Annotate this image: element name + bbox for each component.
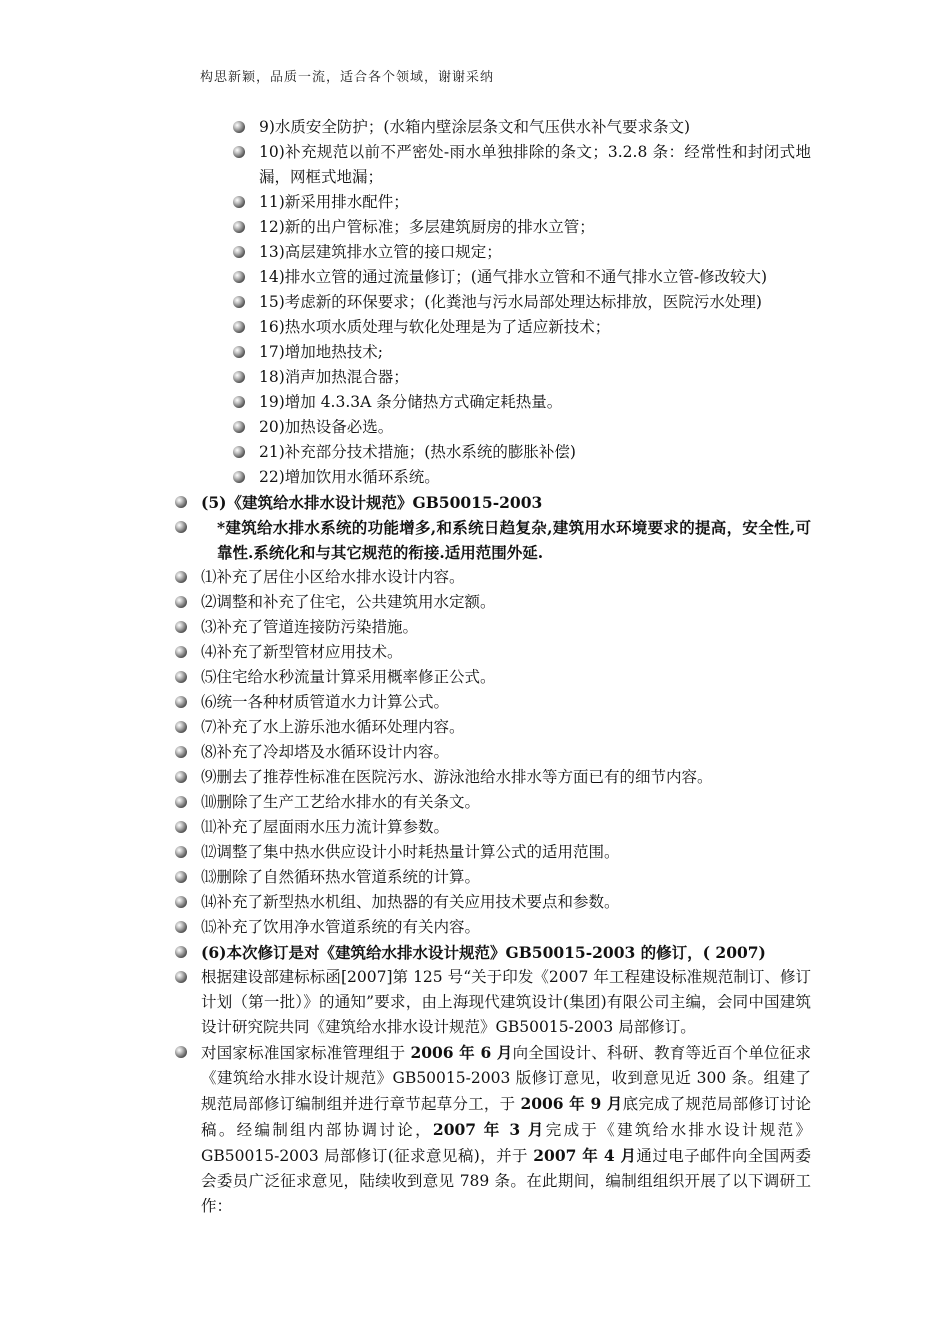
section-5-summary: *建筑给水排水系统的功能增多,和系统日趋复杂,建筑用水环境要求的提高，安全性,可靠性.系统化和与其它规范的衔接.适用范围外延. [201, 515, 811, 565]
list-item: ⑼删去了推荐性标准在医院污水、游泳池给水排水等方面已有的细节内容。 [201, 765, 811, 790]
bullet-icon [175, 846, 187, 858]
bullet-icon [233, 396, 245, 408]
bullet-icon [233, 446, 245, 458]
bullet-icon [175, 646, 187, 658]
list-item: ⑾补充了屋面雨水压力流计算参数。 [201, 815, 811, 840]
list-item: 18)消声加热混合器； [259, 365, 811, 390]
list-item: 15)考虑新的环保要求；(化粪池与污水局部处理达标排放，医院污水处理) [259, 290, 811, 315]
section-5-title: (5)《建筑给水排水设计规范》GB50015-2003 [201, 490, 811, 515]
bullet-icon [175, 721, 187, 733]
list-item: 19)增加 4.3.3A 条分储热方式确定耗热量。 [259, 390, 811, 415]
list-item: ⑴补充了居住小区给水排水设计内容。 [201, 565, 811, 590]
date-2007-04: 2007 年 4 月 [533, 1146, 637, 1165]
list-item: 11)新采用排水配件； [259, 190, 811, 215]
list-item: ⑻补充了冷却塔及水循环设计内容。 [201, 740, 811, 765]
bullet-icon [175, 496, 187, 508]
date-2006-06: 2006 年 6 月 [410, 1043, 513, 1062]
bullet-icon [175, 796, 187, 808]
bullet-icon [233, 421, 245, 433]
list-item: 22)增加饮用水循环系统。 [259, 465, 811, 490]
list-item: 14)排水立管的通过流量修订；(通气排水立管和不通气排水立管-修改较大) [259, 265, 811, 290]
bullet-icon [175, 871, 187, 883]
bullet-icon [175, 746, 187, 758]
bullet-icon [175, 896, 187, 908]
list-item: ⑷补充了新型管材应用技术。 [201, 640, 811, 665]
list-item: ⑸住宅给水秒流量计算采用概率修正公式。 [201, 665, 811, 690]
bullet-icon [175, 921, 187, 933]
bullet-icon [175, 971, 187, 983]
list-item: 12)新的出户管标准；多层建筑厨房的排水立管； [259, 215, 811, 240]
bullet-icon [175, 596, 187, 608]
section-6-title: (6)本次修订是对《建筑给水排水设计规范》GB50015-2003 的修订，( 2007) [201, 940, 811, 965]
bullet-icon [233, 196, 245, 208]
list-item: 16)热水项水质处理与软化处理是为了适应新技术； [259, 315, 811, 340]
list-item: ⒀删除了自然循环热水管道系统的计算。 [201, 865, 811, 890]
list-item: 13)高层建筑排水立管的接口规定； [259, 240, 811, 265]
bullet-icon [233, 271, 245, 283]
date-2007-03: 2007 年 3 月 [432, 1120, 546, 1139]
list-item: ⑿调整了集中热水供应设计小时耗热量计算公式的适用范围。 [201, 840, 811, 865]
bullet-icon [175, 521, 187, 533]
bullet-icon [175, 1046, 187, 1058]
list-item: 21)补充部分技术措施；(热水系统的膨胀补偿) [259, 440, 811, 465]
section-6-paragraph-1: 根据建设部建标标函[2007]第 125 号“关于印发《2007 年工程建设标准规范制订、修订计划（第一批）》的通知”要求，由上海现代建筑设计(集团)有限公司主编，会同中国建筑设计研究院共同《建筑给水排水设计规范》GB50015-2003 局部修订。 [201, 965, 811, 1040]
bullet-icon [175, 946, 187, 958]
bullet-icon [233, 321, 245, 333]
bullet-icon [175, 571, 187, 583]
bullet-icon [175, 821, 187, 833]
bullet-icon [175, 696, 187, 708]
bullet-icon [175, 621, 187, 633]
list-item: 20)加热设备必选。 [259, 415, 811, 440]
bullet-icon [233, 121, 245, 133]
bullet-icon [233, 346, 245, 358]
bullet-icon [233, 471, 245, 483]
list-item: ⑽删除了生产工艺给水排水的有关条文。 [201, 790, 811, 815]
list-item: 17)增加地热技术; [259, 340, 811, 365]
section-6-paragraph-2: 对国家标准国家标准管理组于 2006 年 6 月向全国设计、科研、教育等近百个单位征求《建筑给水排水设计规范》GB50015-2003 版修订意见，收到意见近 300 条。组建了规范局部修订编制组并进行章节起草分工，于 2006 年 9 月底完成了规范局部修订讨论稿。经编制组内部协调讨论，2007 年 3 月完成于《建筑给水排水设计规范》GB50015-2003 局部修订(征求意见稿)，并于 2007 年 4 月通过电子邮件向全国两委会委员广泛征求意见，陆续收到意见 789 条。在此期间，编制组组织开展了以下调研工作： [201, 1040, 811, 1219]
bullet-icon [233, 246, 245, 258]
list-item: ⑺补充了水上游乐池水循环处理内容。 [201, 715, 811, 740]
list-item: ⑵调整和补充了住宅，公共建筑用水定额。 [201, 590, 811, 615]
bullet-icon [233, 146, 245, 158]
list-item: 10)补充规范以前不严密处-雨水单独排除的条文；3.2.8 条：经常性和封闭式地漏，网框式地漏； [259, 140, 811, 190]
list-item: ⑶补充了管道连接防污染措施。 [201, 615, 811, 640]
bullet-icon [233, 221, 245, 233]
list-item: ⒂补充了饮用净水管道系统的有关内容。 [201, 915, 811, 940]
list-item: ⒁补充了新型热水机组、加热器的有关应用技术要点和参数。 [201, 890, 811, 915]
page-header-slogan: 构思新颖，品质一流，适合各个领域，谢谢采纳 [200, 70, 495, 85]
bullet-icon [175, 771, 187, 783]
date-2006-09: 2006 年 9 月 [520, 1094, 623, 1113]
bullet-icon [233, 371, 245, 383]
list-item: ⑹统一各种材质管道水力计算公式。 [201, 690, 811, 715]
bullet-icon [175, 671, 187, 683]
bullet-icon [233, 296, 245, 308]
list-item: 9)水质安全防护；(水箱内壁涂层条文和气压供水补气要求条文) [259, 115, 811, 140]
